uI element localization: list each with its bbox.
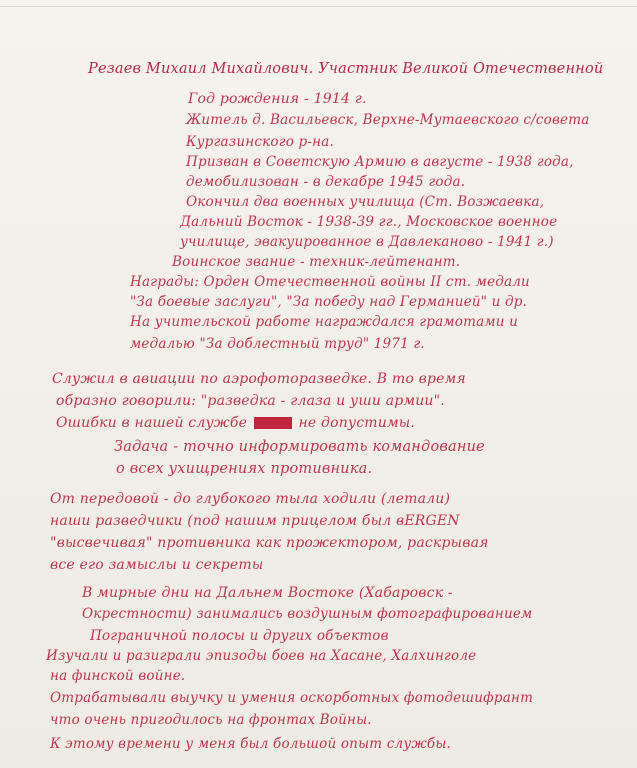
handwritten-line: Окрестности) занимались воздушным фотографированием [82, 606, 533, 622]
handwritten-line: Отрабатывали выучку и умения оскорботных фотодешифрант [50, 690, 534, 706]
handwritten-line: "За боевые заслуги", "За победу над Германией" и др. [130, 294, 528, 310]
handwritten-line: "высвечивая" противника как прожектором, раскрывая [50, 535, 489, 551]
handwritten-line: Год рождения - 1914 г. [188, 91, 367, 107]
handwritten-line: Житель д. Васильевск, Верхне-Мутаевского с/совета [186, 112, 590, 128]
handwritten-line: образно говорили: "разведка - глаза и уши армии". [56, 393, 445, 409]
handwritten-line: Призван в Советскую Армию в августе - 1938 года, [186, 154, 574, 170]
handwritten-line: наши разведчики (под нашим прицелом был вERGEN [50, 513, 460, 529]
handwritten-line: Дальний Восток - 1938-39 гг., Московское военное [180, 214, 558, 230]
handwritten-line: На учительской работе награждался грамотами и [130, 314, 518, 330]
handwritten-line: Воинское звание - техник-лейтенант. [172, 254, 461, 270]
handwritten-line: Изучали и разиграли эпизоды боев на Хасане, Халхинголе [46, 648, 477, 664]
handwritten-line: К этому времени у меня был большой опыт службы. [50, 736, 452, 752]
handwritten-line: училище, эвакуированное в Давлеканово - 1941 г.) [180, 234, 554, 250]
redaction-mark [254, 417, 292, 429]
handwritten-line: Задача - точно информировать командование [114, 439, 485, 455]
handwritten-line: Резаев Михаил Михайлович. Участник Великой Отечественной [88, 61, 604, 77]
handwritten-fragment: Ошибки в нашей службе [56, 415, 248, 431]
handwritten-line: все его замыслы и секреты [50, 557, 264, 573]
handwritten-line: Пограничной полосы и других объектов [90, 628, 389, 644]
handwritten-line: на финской войне. [50, 668, 186, 684]
handwritten-line: Награды: Орден Отечественной войны II ст. медали [130, 274, 530, 290]
handwritten-line: о всех ухищрениях противника. [116, 461, 373, 477]
handwritten-line: медалью "За доблестный труд" 1971 г. [130, 336, 425, 352]
handwritten-line: Окончил два военных училища (Ст. Возжаевка, [186, 194, 545, 210]
handwritten-line: что очень пригодилось на фронтах Войны. [50, 712, 372, 728]
handwritten-line: В мирные дни на Дальнем Востоке (Хабаровск - [82, 585, 453, 601]
handwritten-line [56, 416, 415, 430]
handwritten-line: От передовой - до глубокого тыла ходили (летали) [50, 491, 451, 507]
handwritten-line: демобилизован - в декабре 1945 года. [186, 174, 466, 190]
handwritten-line: Кургазинского р-на. [186, 134, 334, 150]
handwritten-line: Служил в авиации по аэрофоторазведке. В то время [52, 371, 466, 387]
paper-fold [0, 6, 637, 7]
handwritten-fragment: не допустимы. [298, 415, 416, 431]
